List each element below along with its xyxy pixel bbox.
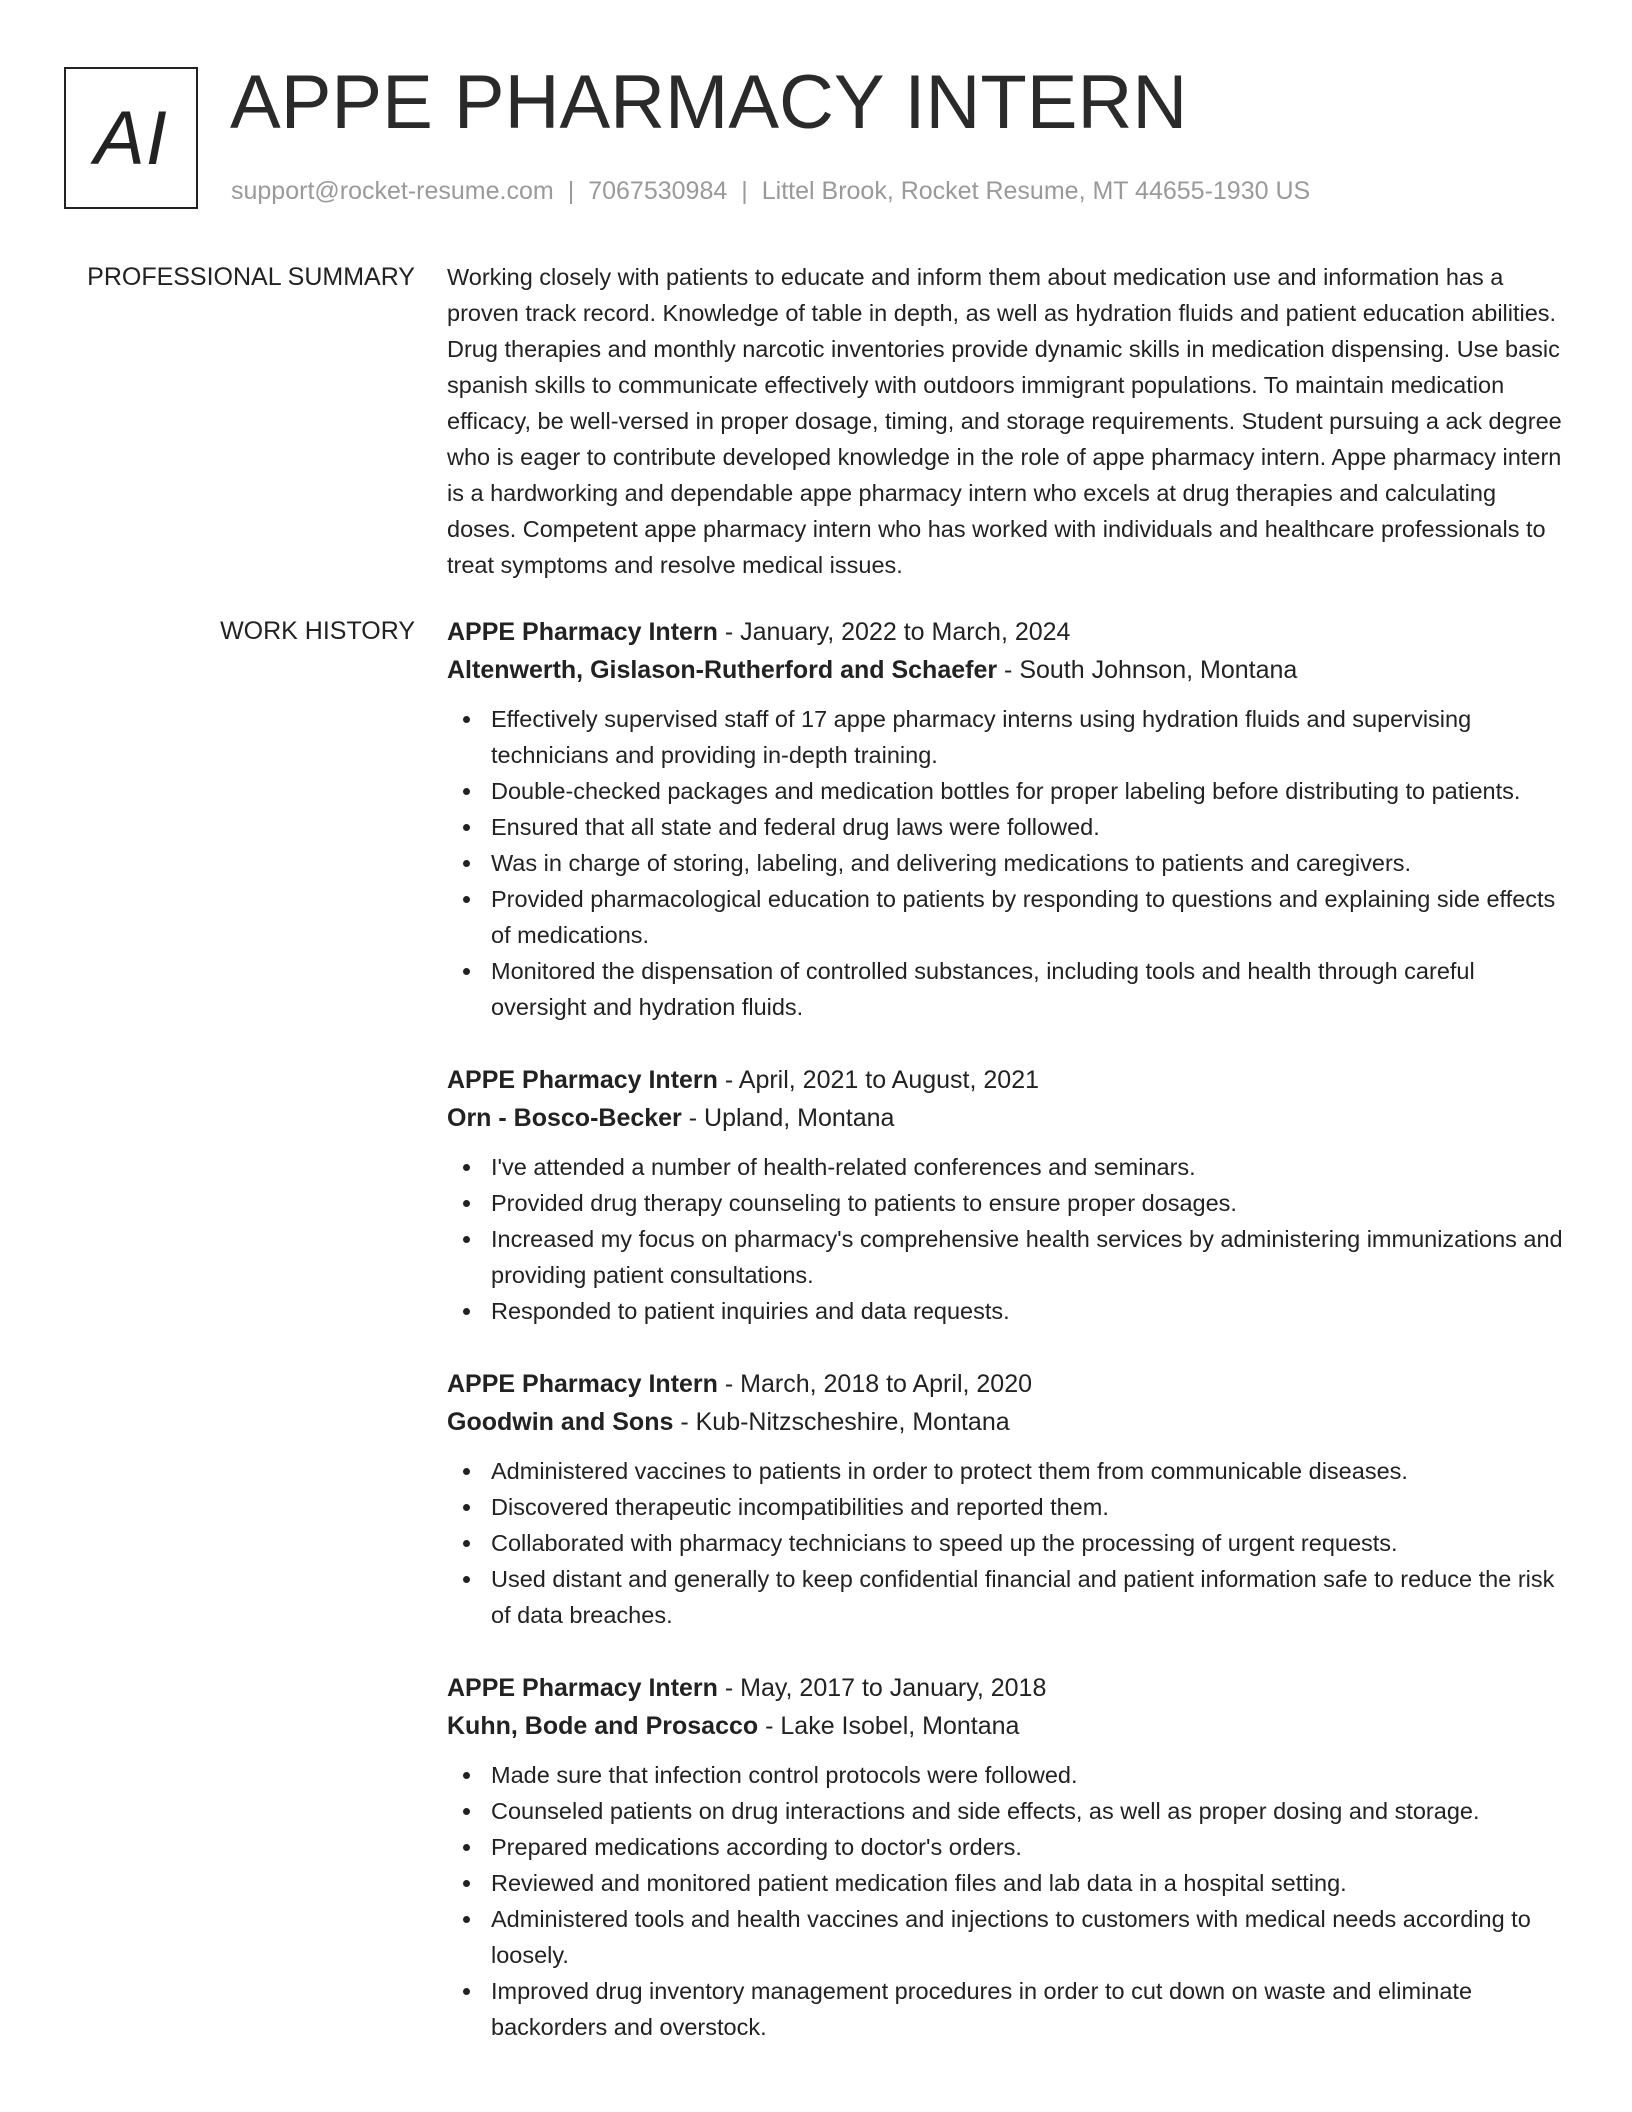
job-location: Upland, Montana [704, 1104, 895, 1132]
job-entry [447, 1061, 1567, 1329]
job-bullet: Double-checked packages and medication bottles for proper labeling before distributing to patients. [447, 773, 1567, 809]
job-bullet: Effectively supervised staff of 17 appe pharmacy interns using hydration fluids and supervising technicians and providing in-depth training. [447, 701, 1567, 773]
job-bullet: Ensured that all state and federal drug laws were followed. [447, 809, 1567, 845]
job-entry [447, 1669, 1567, 2045]
job-bullet: Administered tools and health vaccines and injections to customers with medical needs according to loosely. [447, 1901, 1567, 1973]
job-bullet-list [447, 1453, 1567, 1633]
job-location: Lake Isobel, Montana [780, 1712, 1020, 1740]
job-bullet: Was in charge of storing, labeling, and delivering medications to patients and caregivers. [447, 845, 1567, 881]
job-bullet-list [447, 1757, 1567, 2045]
job-title-line [447, 1061, 1567, 1099]
job-title-line [447, 1365, 1567, 1403]
job-company-line [447, 1099, 1567, 1137]
monogram-box [64, 67, 198, 209]
job-title-line [447, 1669, 1567, 1707]
job-bullet: Responded to patient inquiries and data requests. [447, 1293, 1567, 1329]
job-company: Orn - Bosco-Becker [447, 1104, 682, 1132]
job-location: South Johnson, Montana [1019, 656, 1298, 684]
jobs-list [447, 613, 1567, 2045]
job-bullet: Administered vaccines to patients in order to protect them from communicable diseases. [447, 1453, 1567, 1489]
job-title: APPE Pharmacy Intern [447, 1066, 718, 1094]
contact-address: Littel Brook, Rocket Resume, MT 44655-1930 US [761, 177, 1311, 205]
dash-separator: - [717, 1066, 739, 1094]
job-dates: May, 2017 to January, 2018 [740, 1674, 1047, 1702]
summary-label: PROFESSIONAL SUMMARY [87, 263, 415, 291]
dash-separator: - [717, 618, 741, 646]
dash-separator: - [717, 1674, 741, 1702]
job-bullet: Discovered therapeutic incompatibilities and reported them. [447, 1489, 1567, 1525]
monogram-initials: AI [94, 95, 168, 181]
job-bullet-list [447, 1149, 1567, 1329]
job-dates: January, 2022 to March, 2024 [740, 618, 1071, 646]
job-entry [447, 613, 1567, 1025]
job-title-line [447, 613, 1567, 651]
job-title: APPE Pharmacy Intern [447, 1370, 718, 1398]
resume-title: APPE PHARMACY INTERN [230, 60, 1188, 145]
work-history-label: WORK HISTORY [220, 617, 415, 645]
job-bullet: Provided drug therapy counseling to patients to ensure proper dosages. [447, 1185, 1567, 1221]
job-company: Altenwerth, Gislason-Rutherford and Schaefer [447, 656, 998, 684]
job-location: Kub-Nitzscheshire, Montana [695, 1408, 1010, 1436]
job-bullet-list [447, 701, 1567, 1025]
job-bullet: Made sure that infection control protocols were followed. [447, 1757, 1567, 1793]
dash-separator: - [681, 1104, 705, 1132]
job-company-line [447, 1707, 1567, 1745]
job-entry [447, 1365, 1567, 1633]
job-company-line [447, 651, 1567, 689]
dash-separator: - [997, 656, 1020, 684]
job-title: APPE Pharmacy Intern [447, 1674, 718, 1702]
job-bullet: Counseled patients on drug interactions and side effects, as well as proper dosing and storage. [447, 1793, 1567, 1829]
job-bullet: Reviewed and monitored patient medication files and lab data in a hospital setting. [447, 1865, 1567, 1901]
dash-separator: - [717, 1370, 741, 1398]
dash-separator: - [758, 1712, 781, 1740]
contact-separator: | [741, 177, 748, 205]
job-bullet: I've attended a number of health-related conferences and seminars. [447, 1149, 1567, 1185]
job-company: Goodwin and Sons [447, 1408, 674, 1436]
job-bullet: Collaborated with pharmacy technicians to speed up the processing of urgent requests. [447, 1525, 1567, 1561]
job-company: Kuhn, Bode and Prosacco [447, 1712, 759, 1740]
job-company-line [447, 1403, 1567, 1441]
job-bullet: Prepared medications according to doctor's orders. [447, 1829, 1567, 1865]
job-bullet: Improved drug inventory management procedures in order to cut down on waste and eliminate backorders and overstock. [447, 1973, 1567, 2045]
job-title: APPE Pharmacy Intern [447, 618, 718, 646]
job-dates: April, 2021 to August, 2021 [738, 1066, 1040, 1094]
dash-separator: - [673, 1408, 696, 1436]
contact-line [231, 175, 1310, 207]
contact-phone: 7067530984 [588, 177, 728, 205]
summary-text: Working closely with patients to educate and inform them about medication use and information has a proven track record. Knowledge of table in depth, as well as hydration fluids and patient education abilities. Drug therapies and monthly narcotic inventories provide dynamic skills in medication dispensing. Use basic spanish skills to communicate effectively with outdoors immigrant populations. To maintain medication efficacy, be well-versed in proper dosage, timing, and storage requirements. Student pursuing a ack degree who is eager to contribute developed knowledge in the role of appe pharmacy intern. Appe pharmacy intern is a hardworking and dependable appe pharmacy intern who excels at drug therapies and calculating doses. Competent appe pharmacy intern who has worked with individuals and healthcare professionals to treat symptoms and resolve medical issues. [447, 264, 1562, 578]
contact-email: support@rocket-resume.com [231, 177, 554, 205]
job-bullet: Provided pharmacological education to patients by responding to questions and explaining side effects of medications. [447, 881, 1567, 953]
job-bullet: Used distant and generally to keep confidential financial and patient information safe to reduce the risk of data breaches. [447, 1561, 1567, 1633]
job-bullet: Increased my focus on pharmacy's comprehensive health services by administering immunizations and providing patient consultations. [447, 1221, 1567, 1293]
contact-separator: | [567, 177, 575, 205]
job-bullet: Monitored the dispensation of controlled substances, including tools and health through careful oversight and hydration fluids. [447, 953, 1567, 1025]
job-dates: March, 2018 to April, 2020 [740, 1370, 1033, 1398]
